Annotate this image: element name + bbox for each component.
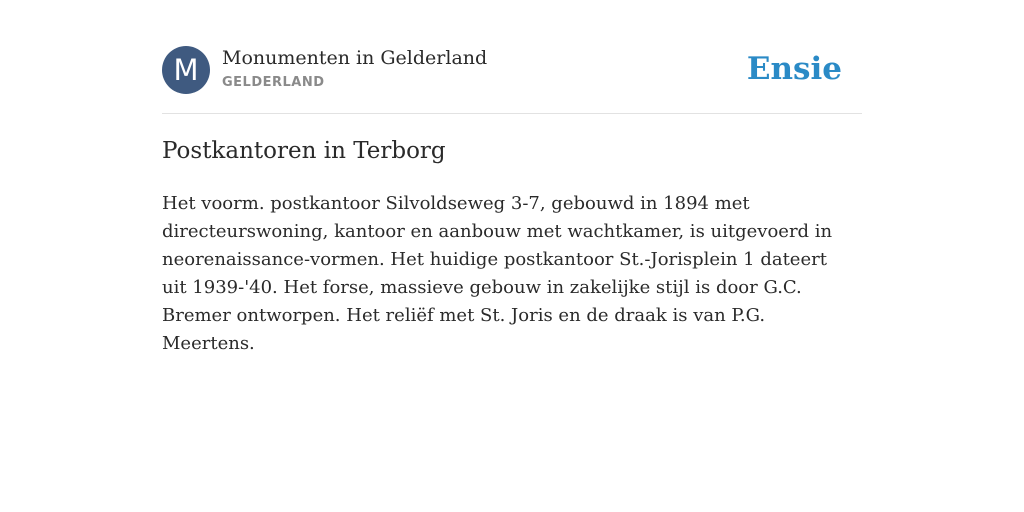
brand-logo[interactable]: Ensie: [746, 51, 842, 87]
article-title: Postkantoren in Terborg: [162, 138, 446, 164]
source-title[interactable]: Monumenten in Gelderland: [222, 47, 488, 69]
source-subtitle[interactable]: GELDERLAND: [222, 75, 325, 90]
article-body: Het voorm. postkantoor Silvoldseweg 3-7, gebouwd in 1894 met directeurswoning, kantoor en aanbouw met wachtkamer, is uitgevoerd in neorenaissance-vormen. Het huidige postkantoor St.-Jorisplein 1 dateert uit 1939-'40. Het forse, massieve gebouw in zakelijke stijl is door G.C. Bremer ontworpen. Het reliëf met St. Joris en de draak is van P.G. Meertens.: [162, 193, 833, 354]
avatar[interactable]: M: [162, 46, 210, 94]
header: [162, 46, 862, 114]
